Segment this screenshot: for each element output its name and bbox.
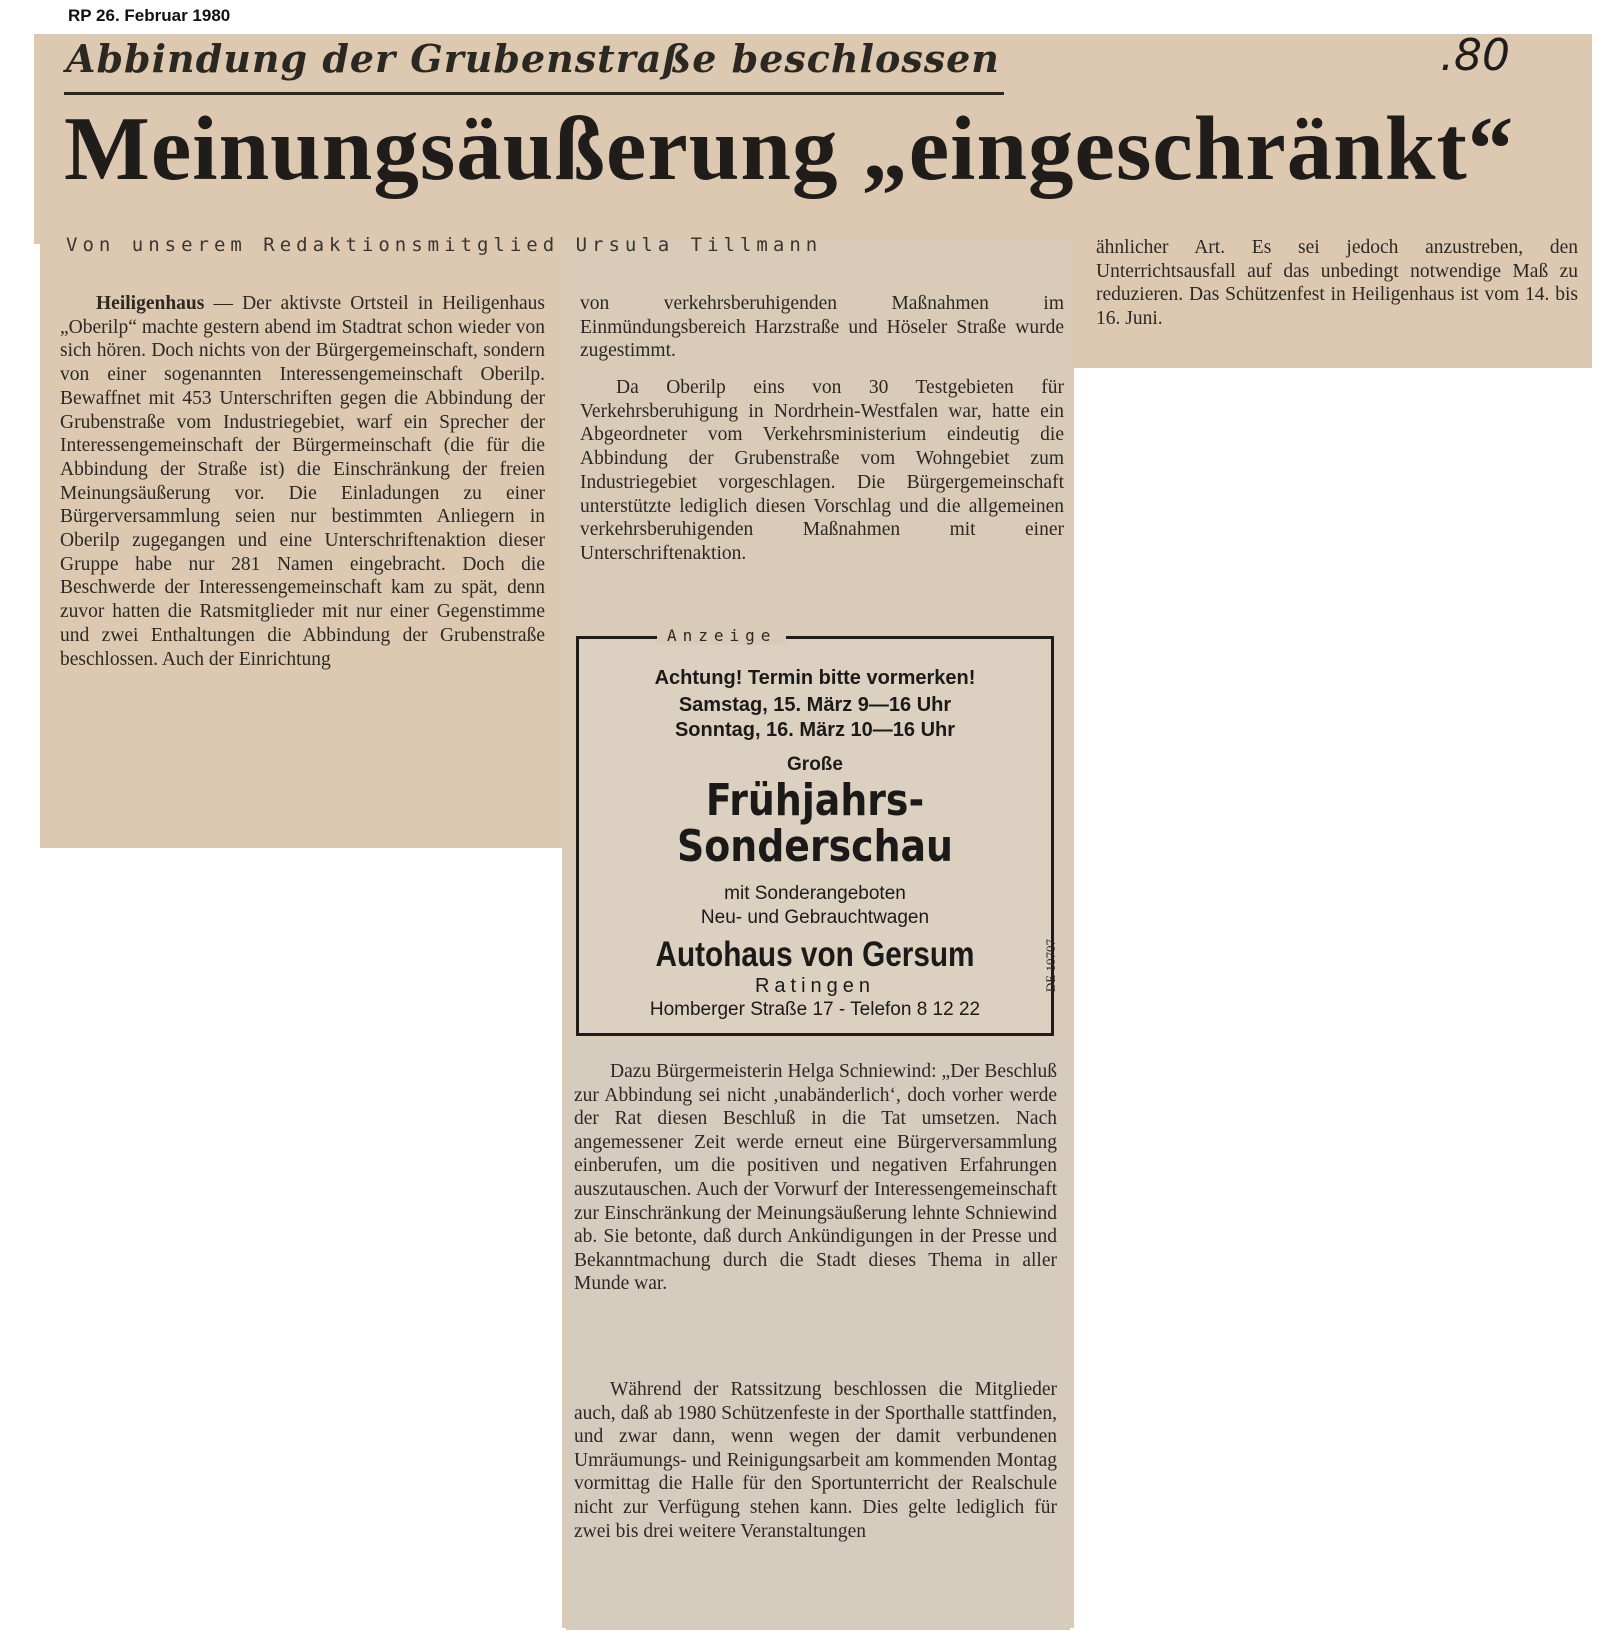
ad-city: Ratingen [754,975,876,997]
column-lower-text-2: Während der Ratssitzung beschlossen die Mitglieder auch, daß ab 1980 Schützenfeste in der Sporthalle stattfinden, und zwar dann, wenn wegen der damit verbundenen Umräumungs- und Reinigungsarbeit am kommenden Montag vormittag die Halle für den Sportunterricht der Realschule nicht zur Verfügung stehen kann. Dies gelte lediglich für zwei bis drei weitere Veranstaltungen [574,1379,1057,1542]
column-lower-text-1: Dazu Bürgermeisterin Helga Schniewind: „Der Beschluß zur Abbindung sei nicht ‚unabänderlich‘, doch vorher werde der Rat diesen Beschluß in die Tat umsetzen. Nach angemessener Zeit werde erneut eine Bürgerversammlung einberufen, um die positiven und negativen Erfahrungen auszutauschen. Auch der Vorwurf der Interessengemeinschaft zur Einschränkung der Meinungsäußerung lehnte Schniewind ab. Sie betonte, daß durch Ankündigungen in der Presse und Bekanntmachung durch die Stadt dieses Thema in aller Munde war. [574,1061,1057,1295]
ad-title-line-2: Sonderschau [677,821,953,872]
ad-address: Homberger Straße 17 - Telefon 8 12 22 [649,999,981,1020]
article-column-lower-paragraph-1 [574,1060,1057,1296]
article-headline: Meinungsäußerung „eingeschränkt“ [64,98,1515,199]
article-column-left [60,292,545,671]
article-column-middle-paragraph [580,376,1064,566]
ad-date-sunday: Sonntag, 16. März 10—16 Uhr [674,719,956,741]
article-kicker: Abbindung der Grubenstraße beschlossen [66,36,1000,81]
column-middle-continuation: von verkehrsberuhigenden Maßnahmen im Einmündungsbereich Harzstraße und Höseler Straße wurde zugestimmt. [580,293,1064,362]
kicker-rule [64,92,1004,95]
ad-pre-title: Große [787,754,843,775]
column-middle-text: Da Oberilp eins von 30 Testgebieten für Verkehrsberuhigung in Nordrhein-Westfalen war, hatte ein Abgeordneter vom Verkehrsministerium eindeutig die Abbindung der Grubenstraße vom Wohngebiet zum Industriegebiet vorgeschlagen. Die Bürgergemeinschaft unterstützte lediglich diesen Vorschlag und die allgemeinen verkehrsberuhigenden Maßnahmen mit einer Unterschriftenaktion. [580,377,1064,564]
column-right-text: ähnlicher Art. Es sei jedoch anzustreben, den Unterrichtsausfall auf das unbedingt notwendige Maß zu reduzieren. Das Schützenfest in Heiligenhaus ist vom 14. bis 16. Juni. [1096,237,1578,330]
article-column-middle-top [580,292,1064,363]
column-left-text: — Der aktivste Ortsteil in Heiligenhaus „Oberilp“ machte gestern abend im Stadtrat schon wieder von sich hören. Doch nichts von der Bürgergemeinschaft, sondern von einer sogenannten Interessengemeinschaft Oberilp. Bewaffnet mit 453 Unterschriften gegen die Abbindung der Grubenstraße vom Industriegebiet, warf ein Sprecher der Interessengemeinschaft der Bürgermeinschaft (die für die Abbindung der Straße ist) die Einschränkung der freien Meinungsäußerung vor. Die Einladungen zu einer Bürgerversammlung seien nur bestimmten Anliegern in Oberilp zugegangen und eine Unterschriftenaktion dieser Gruppe habe nur 281 Namen eingebracht. Doch die Beschwerde der Interessengemeinschaft kam zu spät, denn zuvor hatten die Ratsmitglieder mit nur einer Gegenstimme und zwei Enthaltungen die Abbindung der Grubenstraße beschlossen. Auch der Einrichtung [60,293,545,670]
article-byline: Von unserem Redaktionsmitglied Ursula Tillmann [66,234,823,256]
ad-subtitle-2: Neu- und Gebrauchtwagen [700,907,930,928]
article-column-right [1096,236,1578,331]
source-note: RP 26. Februar 1980 [68,6,231,25]
handwritten-page-number: .80 [1440,30,1510,81]
ad-notice: Achtung! Termin bitte vormerken! [654,667,976,689]
ad-date-saturday: Samstag, 15. März 9—16 Uhr [678,694,952,716]
ad-company-name: Autohaus von Gersum [655,935,975,974]
advertisement-box [576,626,1058,1036]
ad-reference-code: DE 10707 [1043,939,1058,993]
ad-label: Anzeige [657,626,786,645]
dateline: Heiligenhaus [96,293,205,314]
ad-subtitle-1: mit Sonderangeboten [724,883,906,904]
ad-title-line-1: Frühjahrs- [705,775,925,826]
article-column-lower-paragraph-2 [574,1378,1057,1543]
